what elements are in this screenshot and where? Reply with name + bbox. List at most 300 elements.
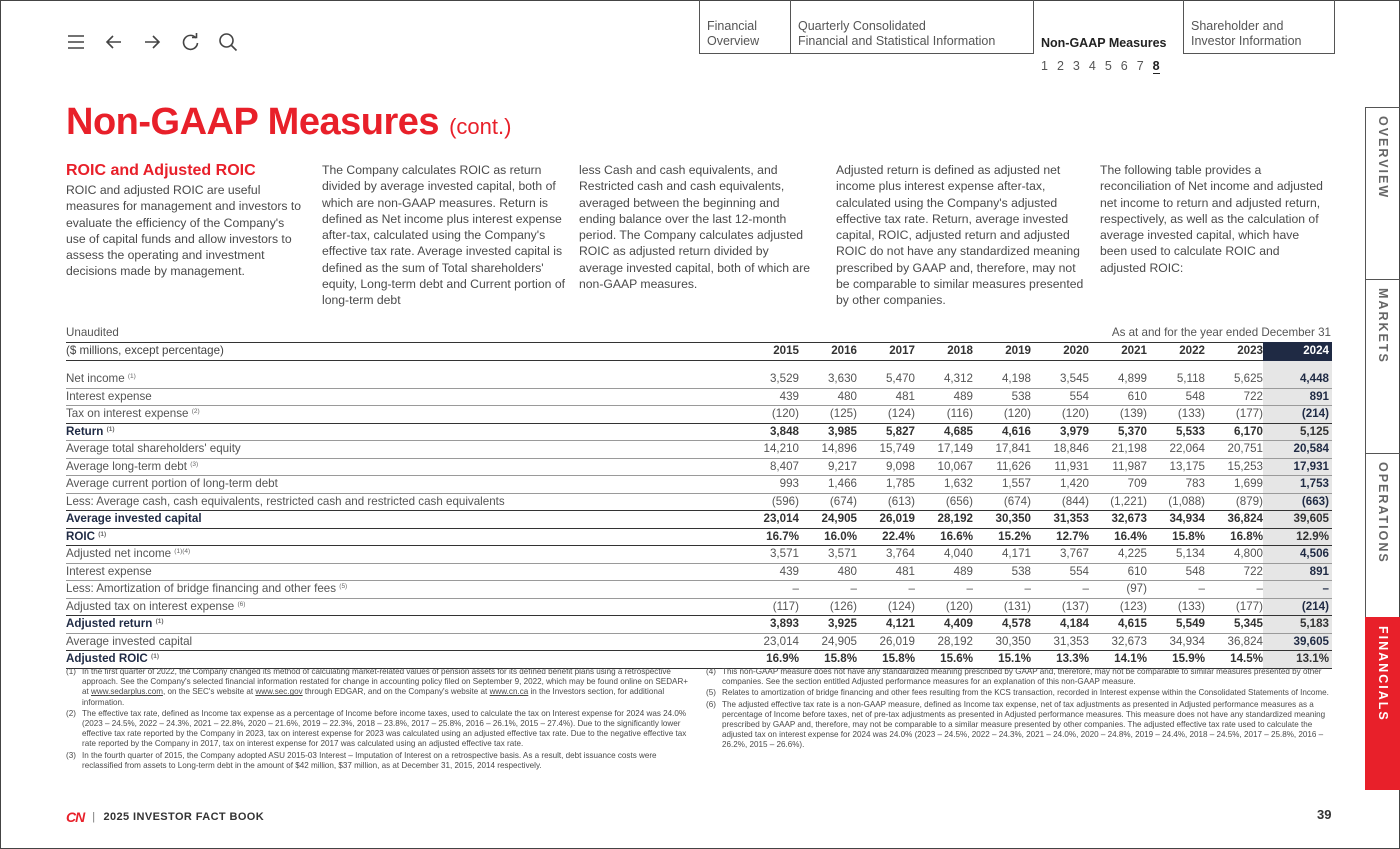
table-cell: 36,824 [1205, 511, 1263, 529]
table-cell: (596) [741, 493, 799, 511]
back-arrow-icon[interactable] [102, 30, 126, 54]
footer-title: 2025 INVESTOR FACT BOOK [103, 811, 265, 823]
table-cell: 4,800 [1205, 546, 1263, 564]
table-row [66, 511, 1332, 529]
tab-non-gaap-measures[interactable] [1033, 0, 1184, 54]
table-cell: 538 [973, 388, 1031, 406]
intro-paragraph: The Company calculates ROIC as return divided by average invested capital, both of which are non-GAAP measures. Return is defined as Net income plus interest expense after-tax, calculated using the Company's effective tax rate. Average invested capital is defined as the sum of Total shareholders' equity, Long-term debt and Current portion of long-term debt [322, 163, 565, 308]
table-cell: 1,753 [1263, 476, 1332, 494]
table-cell: (120) [973, 406, 1031, 424]
table-cell: 15.9% [1147, 651, 1205, 669]
table-cell: 15.8% [857, 651, 915, 669]
side-tab-financials[interactable] [1365, 617, 1400, 790]
page-link[interactable]: 3 [1072, 59, 1080, 73]
table-cell: 480 [799, 563, 857, 581]
side-tab-overview[interactable] [1365, 107, 1400, 279]
table-cell: 610 [1089, 563, 1147, 581]
table-cell: (120) [741, 406, 799, 424]
table-cell: 21,198 [1089, 441, 1147, 459]
table-cell: – [1031, 581, 1089, 599]
table-cell: (120) [915, 598, 973, 616]
intro-paragraph: Adjusted return is defined as adjusted net income plus interest expense after-tax, calculated using the Company's adjusted effective tax rate. Return, average invested capital, ROIC, adjusted return and adjusted ROIC do not have any standardized meaning prescribed by GAAP and, therefore, may not be comparable to similar measures presented by other companies. [836, 163, 1084, 308]
page-title [66, 101, 511, 144]
footnote-text: The adjusted effective tax rate is a non-GAAP measure, defined as Income tax expense, net of tax adjustments as presented in Adjusted performance measures as a percentage of Income before taxes, net of pre-tax adjustments as presented in Adjusted performance measures. This measure does not have any standardized meaning prescribed by GAAP and, therefore, may not be comparable to a similar measure presented by other companies. The adjusted effective tax rate used to calculate the adjusted tax on interest expense for 2024 was 24.0% (2023 – 24.5%, 2022 – 24.3%, 2021 – 24.0%, 2020 – 24.8%, 2019 – 24.4%, 2018 – 24.5%, 2017 – 25.8%, 2016 – 26.2%, 2015 – 26.6%). [722, 699, 1326, 750]
table-body [66, 361, 1332, 669]
table-cell: 8,407 [741, 458, 799, 476]
table-row [66, 493, 1332, 511]
table-cell: 24,905 [799, 633, 857, 651]
row-label [66, 406, 741, 424]
table-cell: 12.7% [1031, 528, 1089, 546]
toolbar [64, 30, 240, 54]
top-nav [700, 0, 1335, 54]
table-cell: 9,217 [799, 458, 857, 476]
row-label [66, 546, 741, 564]
footnote-ref: (2) [191, 408, 200, 415]
footnote-text: In the fourth quarter of 2015, the Company adopted ASU 2015-03 Interest – Imputation of Interest on a retrospective basis. As a result, debt issuance costs were reclassified from assets to Long-term debt in the amount of $42 million, $37 million, as at December 31, 2015, 2014 respectively. [82, 750, 657, 770]
table-cell: 439 [741, 563, 799, 581]
table-cell: 13.1% [1263, 651, 1332, 669]
year-header-current: 2024 [1263, 343, 1332, 361]
row-label [66, 458, 741, 476]
side-tab-label: OPERATIONS [1376, 462, 1390, 564]
table-cell: 4,171 [973, 546, 1031, 564]
table-cell: 3,848 [741, 423, 799, 441]
table-cell: 4,184 [1031, 616, 1089, 634]
table-row [66, 423, 1332, 441]
refresh-icon[interactable] [178, 30, 202, 54]
intro-paragraph: The following table provides a reconciliation of Net income and adjusted net income to return and adjusted return, respectively, as well as the calculation of average invested capital, which have been used to calculate ROIC and adjusted ROIC: [1100, 163, 1323, 275]
table-cell: 22.4% [857, 528, 915, 546]
table-cell: 5,625 [1233, 372, 1263, 385]
row-label [66, 581, 741, 599]
page-link[interactable]: 4 [1088, 59, 1096, 73]
table-cell: 11,987 [1089, 458, 1147, 476]
table-cell: 34,934 [1147, 511, 1205, 529]
footnote-text: This non-GAAP measure does not have any standardized meaning prescribed by GAAP and, therefore, may not be comparable to similar measures presented by other companies. See the section entitled Adjusted performance measures for an explanation of this non-GAAP measure. [722, 667, 1322, 687]
side-tab-label: OVERVIEW [1376, 116, 1390, 200]
table-cell: (656) [915, 493, 973, 511]
table-cell: 11,626 [973, 458, 1031, 476]
table-cell: 5,470 [885, 372, 915, 385]
footnote-ref: (1) [106, 425, 115, 433]
tab-label-line1: Financial [707, 19, 758, 33]
footnote-ref: (5) [339, 583, 348, 590]
footnote-ref: (1)(4) [174, 548, 191, 555]
table-cell: 4,506 [1263, 546, 1332, 564]
table-cell: (133) [1147, 598, 1205, 616]
table-cell: (674) [973, 493, 1031, 511]
footnote-number: (2) [66, 708, 76, 718]
table-cell: 15,749 [857, 441, 915, 459]
row-label-text: Less: Amortization of bridge financing and other fees [66, 582, 337, 595]
table-cell: 3,764 [857, 546, 915, 564]
footnote-number: (5) [706, 688, 716, 698]
page-link[interactable]: 6 [1120, 59, 1128, 73]
table-cell: 783 [1147, 476, 1205, 494]
table-cell: (124) [857, 406, 915, 424]
table-cell: 17,931 [1263, 458, 1332, 476]
table-cell: 14.5% [1205, 651, 1263, 669]
table-cell: (879) [1205, 493, 1263, 511]
footnote-text: The effective tax rate, defined as Income tax expense as a percentage of Income before income taxes, used to calculate the tax on Interest expense for 2024 was 24.0% (2023 – 24.5%, 2022 – 24.3%, 2021 – 22.8%, 2020 – 21.6%, 2019 – 22.3%, 2018 – 23.8%, 2017 – 25.8%, 2016 – 26.1%, 2015 – 27.4%). Due to the significantly lower effective tax rate reported by the Company in 2023, tax on interest expense for 2023 was calculated using an adjusted effective tax rate. Due to the negative effective tax rate reported by the Company in 2017, tax on interest expense for 2017 was calculated using an adjusted effective tax rate. [82, 708, 687, 749]
row-label [66, 511, 741, 529]
tab-shareholder-investor[interactable] [1183, 0, 1335, 54]
row-label [66, 423, 741, 441]
table-cell: 15.6% [915, 651, 973, 669]
table-cell: 709 [1089, 476, 1147, 494]
table-row [66, 528, 1332, 546]
footnote-text-part: in the Investors section, for additional information. [82, 687, 665, 707]
table-row [66, 633, 1332, 651]
table-cell: 4,225 [1089, 546, 1147, 564]
table-row [66, 406, 1332, 424]
table-cell: 15.8% [799, 651, 857, 669]
table-cell: 22,064 [1147, 441, 1205, 459]
table-cell: 20,751 [1205, 441, 1263, 459]
search-icon[interactable] [216, 30, 240, 54]
table-cell: 891 [1263, 388, 1332, 406]
table-cell: (123) [1089, 598, 1147, 616]
table-cell: 4,040 [915, 546, 973, 564]
table-cell: 26,019 [857, 511, 915, 529]
table-cell: – [1147, 581, 1205, 599]
table-cell: 4,615 [1089, 616, 1147, 634]
row-label [66, 388, 741, 406]
footnote-number: (4) [706, 667, 716, 676]
footnote-ref: (1) [127, 373, 136, 380]
table-cell: (214) [1263, 598, 1332, 616]
row-label-text: ROIC [66, 529, 95, 543]
footnote-ref: (6) [237, 600, 246, 608]
tab-label: Non-GAAP Measures [1041, 36, 1167, 50]
table-cell: 1,632 [915, 476, 973, 494]
table-cell: 5,125 [1263, 423, 1332, 441]
table-cell: 1,466 [799, 476, 857, 494]
table-cell: 28,192 [915, 633, 973, 651]
row-label-text: Average current portion of long-term debt [66, 477, 278, 490]
page-title-suffix: (cont.) [449, 114, 512, 139]
table-cell: 16.9% [741, 651, 799, 669]
table-cell: 489 [915, 563, 973, 581]
table-cell: 439 [741, 388, 799, 406]
table-cell: 3,893 [741, 616, 799, 634]
page-link[interactable]: 1 [1041, 59, 1048, 73]
row-label [66, 563, 741, 581]
unaudited-label: Unaudited [66, 326, 119, 339]
table-cell: 1,557 [973, 476, 1031, 494]
table-cell: 15,253 [1205, 458, 1263, 476]
table-cell: 16.0% [799, 528, 857, 546]
row-label [66, 441, 741, 459]
row-label-text: Average long-term debt [66, 459, 187, 473]
year-header: 2019 [973, 343, 1031, 361]
table-cell: (663) [1263, 493, 1332, 511]
table-cell: (124) [857, 598, 915, 616]
page-title-text: Non-GAAP Measures [66, 101, 440, 143]
table-cell: 14.1% [1089, 651, 1147, 669]
table-row [66, 476, 1332, 494]
table-cell: 4,198 [1001, 372, 1031, 385]
menu-icon[interactable] [64, 30, 88, 54]
table-cell: 3,979 [1031, 423, 1089, 441]
table-cell: 31,353 [1031, 633, 1089, 651]
table-cell: (117) [741, 598, 799, 616]
table-cell: 1,785 [857, 476, 915, 494]
tab-financial-overview[interactable] [699, 0, 791, 54]
table-cell: – [973, 581, 1031, 599]
table-cell: – [857, 581, 915, 599]
sedar-link[interactable]: www.sedarplus.com [91, 687, 163, 697]
table-cell: 993 [741, 476, 799, 494]
page-link[interactable]: 5 [1104, 59, 1112, 73]
table-cell: 17,841 [973, 441, 1031, 459]
table-cell: 722 [1205, 563, 1263, 581]
table-cell: 480 [799, 388, 857, 406]
table-cell: 3,529 [769, 372, 799, 385]
footnote [66, 667, 692, 708]
row-label [66, 598, 741, 616]
side-tab-label: FINANCIALS [1376, 626, 1390, 722]
table-cell: 538 [973, 563, 1031, 581]
row-label-text: Average invested capital [66, 512, 202, 525]
year-header: 2020 [1031, 343, 1089, 361]
footnote-text-part: , on the SEC's website at [162, 687, 256, 697]
year-header: 2023 [1205, 343, 1263, 361]
table-cell: 4,312 [943, 372, 973, 385]
table-cell: 5,549 [1147, 616, 1205, 634]
forward-arrow-icon[interactable] [140, 30, 164, 54]
table-cell: (125) [799, 406, 857, 424]
row-label [66, 651, 741, 669]
table-cell: (1,221) [1089, 493, 1147, 511]
table-cell: 489 [915, 388, 973, 406]
row-label [66, 616, 741, 634]
table-cell: 481 [857, 563, 915, 581]
table-cell: 722 [1205, 388, 1263, 406]
year-header: 2016 [799, 343, 857, 361]
page-selector [1041, 59, 1160, 74]
table-cell: 14,896 [799, 441, 857, 459]
table-cell: 30,350 [973, 633, 1031, 651]
table-cell: 3,545 [1059, 372, 1089, 385]
table-cell: (1,088) [1147, 493, 1205, 511]
table-cell: (137) [1031, 598, 1089, 616]
table-cell: (131) [973, 598, 1031, 616]
table-cell: 3,985 [799, 423, 857, 441]
table-cell: 610 [1089, 388, 1147, 406]
footer [66, 809, 264, 825]
table-cell: 28,192 [915, 511, 973, 529]
footnote [706, 667, 1332, 687]
footnote [66, 751, 692, 771]
table-cell: (844) [1031, 493, 1089, 511]
period-note: As at and for the year ended December 31 [1111, 326, 1331, 339]
intro-column-2 [322, 162, 568, 309]
row-label-text: Adjusted net income [66, 547, 172, 560]
footnote [706, 700, 1332, 751]
footer-separator: | [92, 811, 96, 823]
table-cell: 1,420 [1031, 476, 1089, 494]
table-cell: 4,578 [973, 616, 1031, 634]
table-cell: (177) [1205, 598, 1263, 616]
table-cell: – [1205, 581, 1263, 599]
table-cell: 548 [1147, 388, 1205, 406]
footnote [66, 709, 692, 750]
table-row [66, 651, 1332, 669]
tab-quarterly-consolidated[interactable] [790, 0, 1034, 54]
table-row [66, 546, 1332, 564]
footnote-text [82, 667, 692, 708]
row-label-text: Interest expense [66, 564, 152, 578]
table-row [66, 616, 1332, 634]
footnote-number: (1) [66, 667, 76, 676]
side-tab-markets[interactable] [1365, 279, 1400, 453]
footnote-ref: (1) [98, 530, 107, 538]
table-cell: 15.8% [1147, 528, 1205, 546]
intro-paragraph: less Cash and cash equivalents, and Restricted cash and cash equivalents, averaged between the beginning and ending balance over the last 12-month period. The Company calculates adjusted ROIC as adjusted return divided by average invested capital, both of which are non-GAAP measures. [579, 163, 811, 292]
table-cell: (177) [1205, 406, 1263, 424]
table-cell: 30,350 [973, 511, 1031, 529]
table-cell: 12.9% [1263, 528, 1332, 546]
table-cell: 4,448 [1263, 371, 1332, 388]
year-header: 2015 [741, 343, 799, 361]
footnote-text-part: In the first quarter of 2022, the Company changed its method of calculating market-related values of pension assets for its defined benefit plans using a retrospective approach. See the Company's selected financial information restated for change in accounting policy filed on September 9, 2022, which may be found online on SEDAR+ at [82, 667, 689, 697]
table-cell: 36,824 [1205, 633, 1263, 651]
table-cell: – [1263, 581, 1332, 599]
table-cell: 10,067 [915, 458, 973, 476]
roic-table [66, 342, 1332, 669]
table-cell: 5,345 [1205, 616, 1263, 634]
table-cell: 548 [1147, 563, 1205, 581]
tab-label-line1: Shareholder and [1191, 19, 1284, 33]
table-cell: (97) [1089, 581, 1147, 599]
table-cell: 5,533 [1147, 423, 1205, 441]
table-cell: 16.4% [1089, 528, 1147, 546]
table-cell: 23,014 [741, 511, 799, 529]
year-header: 2021 [1089, 343, 1147, 361]
table-cell: 34,934 [1147, 633, 1205, 651]
row-label-text: Return [66, 424, 104, 438]
table-cell: 24,905 [799, 511, 857, 529]
tab-label-line1: Quarterly Consolidated [798, 19, 926, 33]
table-cell: 891 [1263, 563, 1332, 581]
table-cell: 4,899 [1117, 372, 1147, 385]
table-cell: 554 [1031, 563, 1089, 581]
table-cell: 3,925 [799, 616, 857, 634]
page-link-current[interactable]: 8 [1152, 59, 1160, 73]
table-cell: 4,409 [915, 616, 973, 634]
table-cell: 5,134 [1147, 546, 1205, 564]
cn-link[interactable]: www.cn.ca [489, 687, 529, 697]
table-cell: 26,019 [857, 633, 915, 651]
intro-column-4 [836, 162, 1088, 309]
unit-label: ($ millions, except percentage) [66, 343, 741, 361]
footnotes-right [706, 667, 1332, 752]
table-row [66, 598, 1332, 616]
table-row [66, 441, 1332, 459]
intro-column-1 [66, 162, 302, 280]
page-link[interactable]: 2 [1056, 59, 1064, 73]
row-label-text: Average total shareholders' equity [66, 442, 241, 455]
tab-label-line2: Investor Information [1191, 34, 1302, 48]
table-cell: (133) [1147, 406, 1205, 424]
footnote-number: (6) [706, 699, 716, 709]
page-link[interactable]: 7 [1136, 59, 1144, 73]
table-cell: 15.1% [973, 651, 1031, 669]
table-cell: – [741, 581, 799, 599]
table-cell: – [915, 581, 973, 599]
table-cell: 14,210 [741, 441, 799, 459]
table-cell: 16.6% [915, 528, 973, 546]
footnote-ref: (3) [190, 460, 199, 468]
table-cell: 1,699 [1205, 476, 1263, 494]
tab-label-line2: Overview [707, 34, 760, 48]
table-cell: 16.7% [741, 528, 799, 546]
table-cell: 15.2% [973, 528, 1031, 546]
table-row [66, 458, 1332, 476]
spacer-row [66, 361, 1332, 372]
table-cell: 481 [857, 388, 915, 406]
table-cell: (613) [857, 493, 915, 511]
side-tab-label: MARKETS [1376, 288, 1390, 364]
table-cell: 4,616 [973, 423, 1031, 441]
footnote-ref: (1) [155, 618, 164, 625]
table-cell: 5,118 [1176, 372, 1205, 385]
row-label [66, 493, 741, 511]
table-cell: 39,605 [1263, 633, 1332, 651]
table-cell: 4,685 [915, 423, 973, 441]
table-cell: 3,767 [1031, 546, 1089, 564]
table-cell: 3,630 [827, 372, 857, 385]
row-label [66, 371, 741, 388]
table-cell: 5,827 [857, 423, 915, 441]
table-cell: 18,846 [1031, 441, 1089, 459]
row-label-text: Net income [66, 372, 125, 385]
table-cell: 554 [1031, 388, 1089, 406]
section-title: ROIC and Adjusted ROIC [66, 162, 256, 179]
row-label-text: Adjusted return [66, 617, 153, 630]
cn-logo: CN [66, 809, 85, 825]
row-label [66, 528, 741, 546]
table-cell: (126) [799, 598, 857, 616]
table-cell: 17,149 [915, 441, 973, 459]
footnote-ref: (1) [151, 653, 159, 660]
row-label-text: Less: Average cash, cash equivalents, restricted cash and restricted cash equivalents [66, 494, 505, 508]
table-cell: 13,175 [1147, 458, 1205, 476]
table-cell: 32,673 [1089, 511, 1147, 529]
sec-link[interactable]: www.sec.gov [255, 687, 303, 697]
table-cell: (120) [1031, 406, 1089, 424]
row-label [66, 476, 741, 494]
footnotes-left [66, 667, 692, 772]
side-tab-operations[interactable] [1365, 453, 1400, 617]
footnote-text-part: through EDGAR, and on the Company's website at [302, 687, 490, 697]
table-cell: (674) [799, 493, 857, 511]
table-cell: (139) [1089, 406, 1147, 424]
table-caption-row [66, 326, 1331, 339]
table-row [66, 563, 1332, 581]
table-row [66, 581, 1332, 599]
table-cell: 3,571 [741, 546, 799, 564]
page-number: 39 [1317, 807, 1332, 822]
table-cell: 20,584 [1263, 441, 1332, 459]
year-header: 2017 [857, 343, 915, 361]
table-cell: 6,170 [1205, 423, 1263, 441]
tab-label-line2: Financial and Statistical Information [798, 34, 996, 48]
footnote-number: (3) [66, 750, 76, 760]
table-cell: 4,121 [857, 616, 915, 634]
